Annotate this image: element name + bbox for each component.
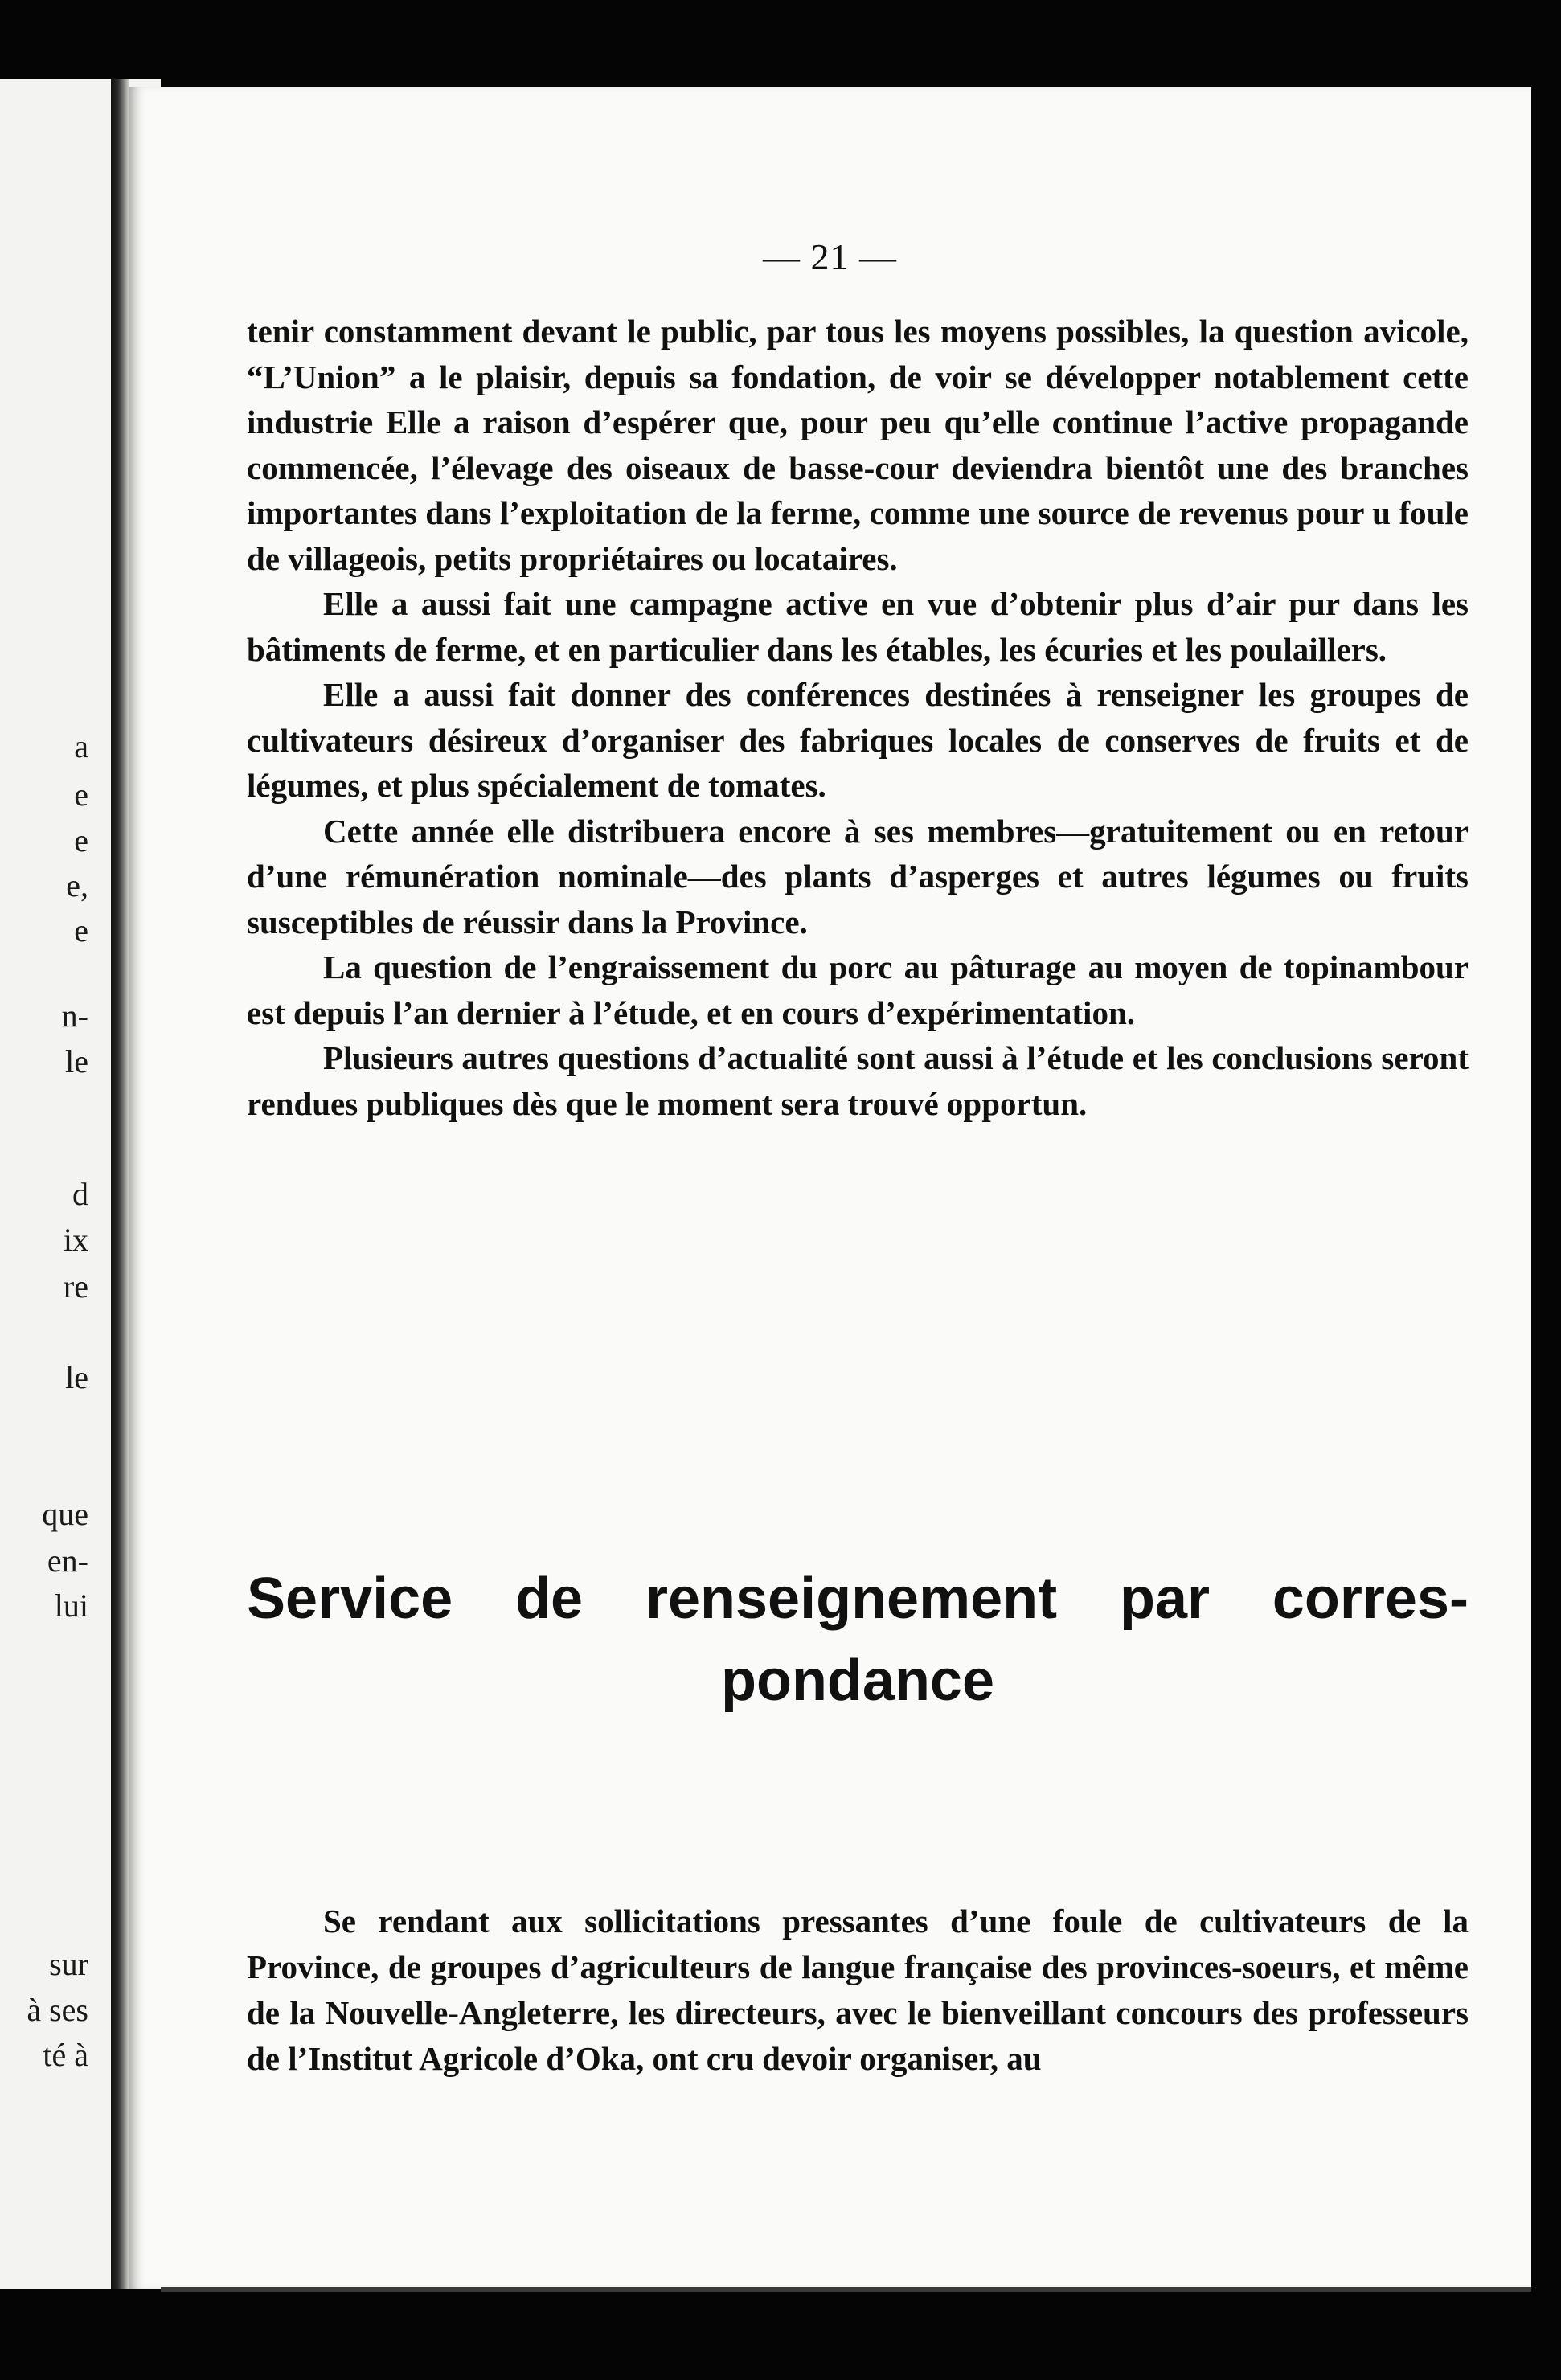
facing-page-text-fragment: re — [63, 1268, 88, 1305]
body-text — [247, 309, 1469, 1126]
section-heading-line-1: Service de renseignement par corres- — [247, 1567, 1469, 1631]
section-body-text — [247, 1899, 1469, 2082]
facing-page-text-fragment: d — [72, 1176, 88, 1212]
facing-page-text-fragment: e, — [66, 867, 88, 903]
facing-page-text-fragment: e — [74, 822, 88, 858]
facing-page-text-fragment: ix — [63, 1222, 88, 1258]
facing-page-text-fragment: a — [74, 728, 88, 764]
book-page — [129, 87, 1531, 2289]
paragraph-4: Cette année elle distribuera encore à ses membres—gratuitement ou en retour d’une rémunération nominale—des plants d’asperges et autres légumes ou fruits susceptibles de réussir dans la Province. — [247, 812, 1469, 940]
facing-page-text-fragment: que — [42, 1496, 88, 1532]
paragraph-7: Se rendant aux sollicitations pressantes d’une foule de cultivateurs de la Province, de groupes d’agriculteurs de langue française des provinces-soeurs, et même de la Nouvelle-Angleterre, les directeurs, avec le bienveillant concours des professeurs de l’Institut Agricole d’Oka, ont cru devoir organiser, au — [247, 1903, 1469, 2077]
paragraph-6: Plusieurs autres questions d’actualité sont aussi à l’étude et les conclusions seront rendues publiques dès que le moment sera trouvé opportun. — [247, 1039, 1469, 1122]
facing-page-text-fragment: à ses — [27, 1992, 88, 2028]
facing-page-text-fragment: e — [74, 912, 88, 948]
facing-page-text-fragment: le — [65, 1359, 88, 1395]
facing-page-text-fragment: té à — [43, 2037, 88, 2073]
paragraph-1: tenir constamment devant le public, par tous les moyens possibles, la question avicole, “L’Union” a le plaisir, depuis sa fondation, de voir se développer notablement cette industrie Elle a raison d’espérer que, pour peu qu’elle continue l’active propagande commencée, l’élevage des oiseaux de basse-cour deviendra bientôt une des branches importantes dans l’exploitation de la ferme, comme une source de revenus pour u foule de villageois, petits propriétaires ou locataires. — [247, 313, 1469, 577]
paragraph-2: Elle a aussi fait une campagne active en vue d’obtenir plus d’air pur dans les bâtiments de ferme, et en particulier dans les étables, les écuries et les poulaillers. — [247, 585, 1469, 668]
page-number: — 21 — — [763, 236, 897, 277]
facing-page-text-fragment: n- — [61, 997, 88, 1034]
page-bottom-shadow — [161, 2287, 1531, 2292]
paragraph-5: La question de l’engraissement du porc au pâturage au moyen de topinambour est depuis l’an dernier à l’étude, et en cours d’expérimentation. — [247, 948, 1469, 1031]
section-heading — [247, 1558, 1469, 1722]
section-heading-line-2: pondance — [720, 1649, 995, 1713]
facing-page-text-fragment: sur — [49, 1946, 88, 1982]
facing-page-text-fragment: lui — [54, 1587, 88, 1624]
facing-page-text-fragment: e — [74, 776, 88, 813]
book-gutter — [111, 79, 129, 2289]
facing-page-text-fragment: en- — [47, 1542, 88, 1579]
paragraph-3: Elle a aussi fait donner des conférences destinées à renseigner les groupes de cultivateurs désireux d’organiser des fabriques locales de conserves de fruits et de légumes, et plus spécialement de tomates. — [247, 676, 1469, 804]
facing-page-text-fragment: le — [65, 1043, 88, 1079]
